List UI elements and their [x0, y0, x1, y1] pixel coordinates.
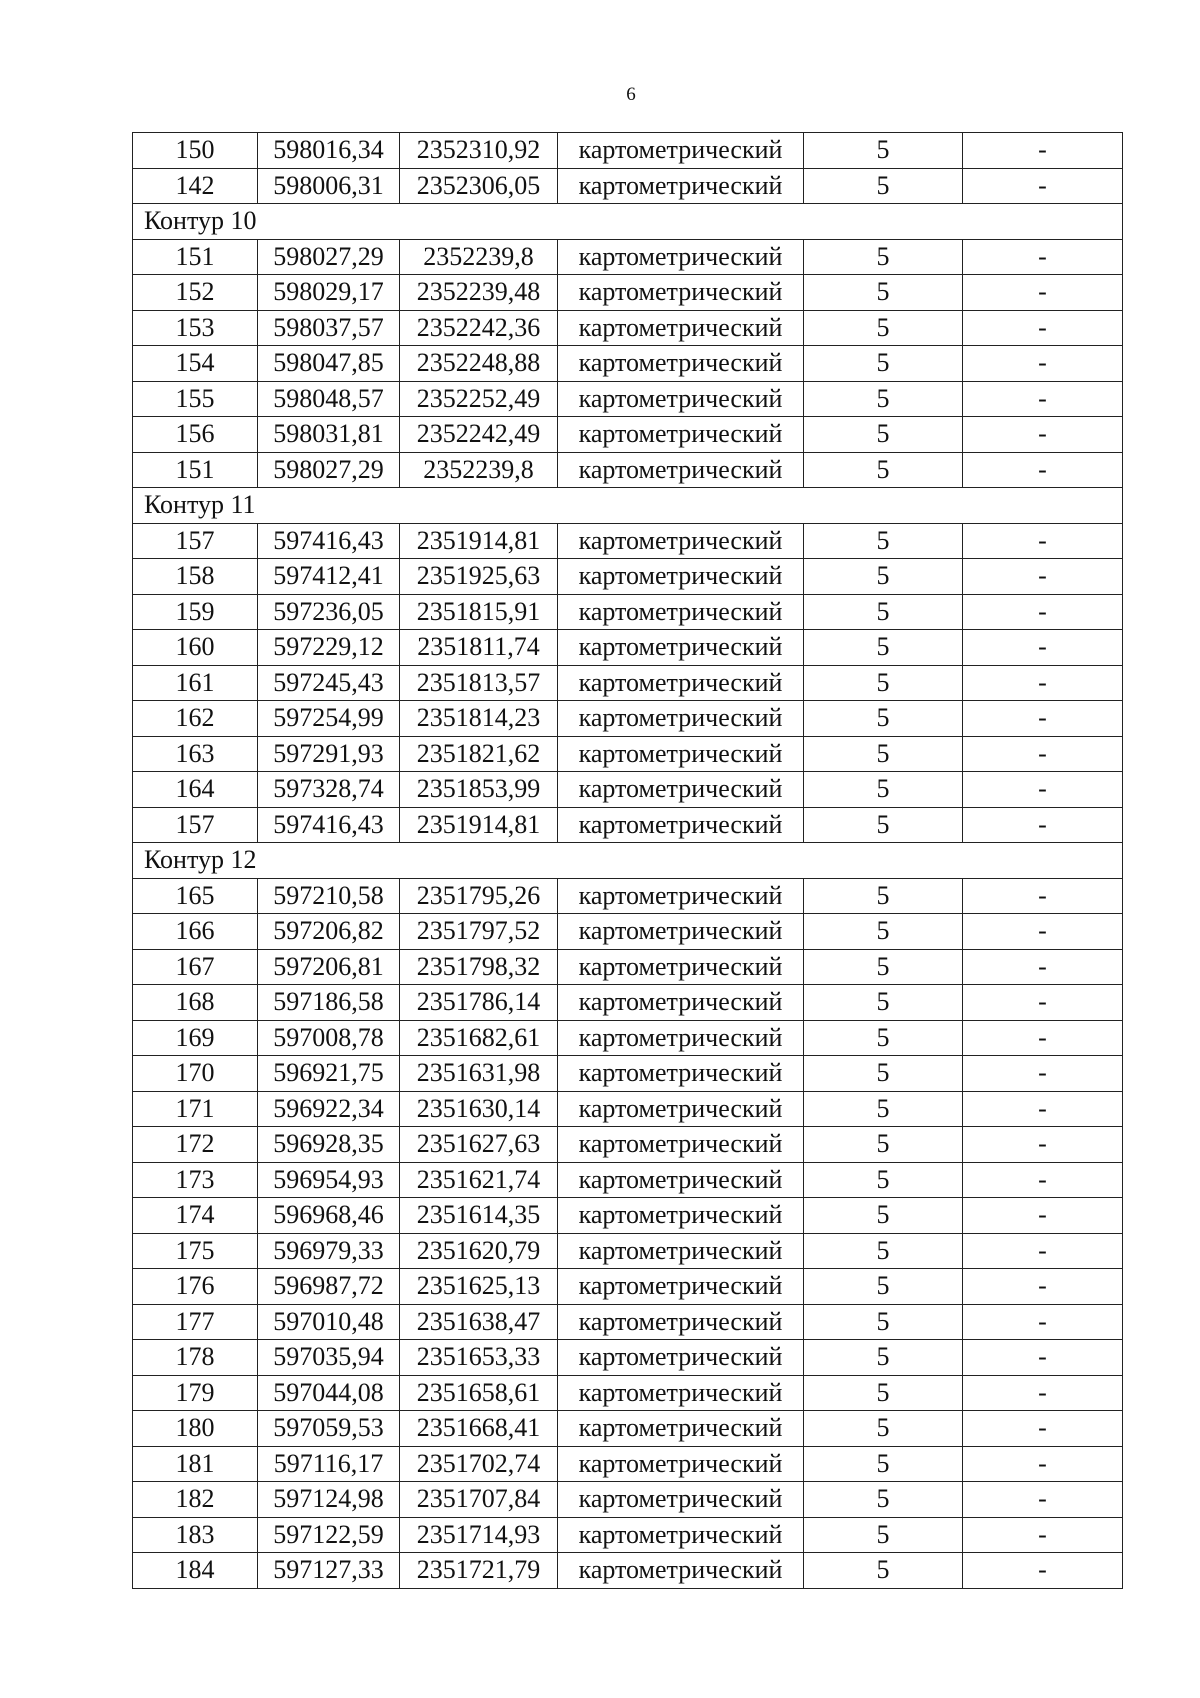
point-number-cell: 152 — [133, 275, 258, 311]
method-cell: картометрический — [558, 949, 804, 985]
accuracy-cell: 5 — [804, 914, 963, 950]
table-row — [133, 1233, 1123, 1269]
point-number-cell: 175 — [133, 1233, 258, 1269]
note-cell: - — [963, 630, 1123, 666]
table-row — [133, 523, 1123, 559]
accuracy-cell: 5 — [804, 1482, 963, 1518]
accuracy-cell: 5 — [804, 772, 963, 808]
note-cell: - — [963, 452, 1123, 488]
accuracy-cell: 5 — [804, 346, 963, 382]
contour-label: Контур 12 — [133, 843, 1123, 879]
note-cell: - — [963, 133, 1123, 169]
point-number-cell: 183 — [133, 1517, 258, 1553]
accuracy-cell: 5 — [804, 807, 963, 843]
y-coordinate-cell: 2351814,23 — [400, 701, 558, 737]
x-coordinate-cell: 597035,94 — [258, 1340, 400, 1376]
table-row — [133, 1411, 1123, 1447]
note-cell: - — [963, 1304, 1123, 1340]
table-row — [133, 985, 1123, 1021]
note-cell: - — [963, 1553, 1123, 1589]
y-coordinate-cell: 2351797,52 — [400, 914, 558, 950]
point-number-cell: 157 — [133, 807, 258, 843]
point-number-cell: 176 — [133, 1269, 258, 1305]
method-cell: картометрический — [558, 452, 804, 488]
accuracy-cell: 5 — [804, 1553, 963, 1589]
table-row — [133, 878, 1123, 914]
note-cell: - — [963, 772, 1123, 808]
accuracy-cell: 5 — [804, 665, 963, 701]
accuracy-cell: 5 — [804, 275, 963, 311]
point-number-cell: 142 — [133, 168, 258, 204]
y-coordinate-cell: 2351620,79 — [400, 1233, 558, 1269]
note-cell: - — [963, 665, 1123, 701]
table-row — [133, 1127, 1123, 1163]
point-number-cell: 161 — [133, 665, 258, 701]
x-coordinate-cell: 596979,33 — [258, 1233, 400, 1269]
method-cell: картометрический — [558, 807, 804, 843]
method-cell: картометрический — [558, 630, 804, 666]
note-cell: - — [963, 239, 1123, 275]
method-cell: картометрический — [558, 133, 804, 169]
point-number-cell: 169 — [133, 1020, 258, 1056]
note-cell: - — [963, 807, 1123, 843]
accuracy-cell: 5 — [804, 878, 963, 914]
table-row — [133, 1056, 1123, 1092]
y-coordinate-cell: 2351625,13 — [400, 1269, 558, 1305]
table-row — [133, 310, 1123, 346]
x-coordinate-cell: 597229,12 — [258, 630, 400, 666]
table-row — [133, 701, 1123, 737]
table-row — [133, 168, 1123, 204]
contour-header-row — [133, 488, 1123, 524]
note-cell: - — [963, 559, 1123, 595]
note-cell: - — [963, 1269, 1123, 1305]
table-row — [133, 1020, 1123, 1056]
point-number-cell: 155 — [133, 381, 258, 417]
coordinates-table-body — [133, 133, 1123, 1589]
method-cell: картометрический — [558, 985, 804, 1021]
y-coordinate-cell: 2351668,41 — [400, 1411, 558, 1447]
y-coordinate-cell: 2351811,74 — [400, 630, 558, 666]
note-cell: - — [963, 985, 1123, 1021]
table-row — [133, 914, 1123, 950]
y-coordinate-cell: 2351853,99 — [400, 772, 558, 808]
accuracy-cell: 5 — [804, 1375, 963, 1411]
table-row — [133, 1269, 1123, 1305]
x-coordinate-cell: 596921,75 — [258, 1056, 400, 1092]
accuracy-cell: 5 — [804, 310, 963, 346]
table-row — [133, 559, 1123, 595]
y-coordinate-cell: 2351786,14 — [400, 985, 558, 1021]
note-cell: - — [963, 1198, 1123, 1234]
method-cell: картометрический — [558, 275, 804, 311]
point-number-cell: 181 — [133, 1446, 258, 1482]
method-cell: картометрический — [558, 1091, 804, 1127]
table-row — [133, 630, 1123, 666]
point-number-cell: 172 — [133, 1127, 258, 1163]
note-cell: - — [963, 310, 1123, 346]
x-coordinate-cell: 597059,53 — [258, 1411, 400, 1447]
accuracy-cell: 5 — [804, 1233, 963, 1269]
note-cell: - — [963, 1340, 1123, 1376]
accuracy-cell: 5 — [804, 1020, 963, 1056]
point-number-cell: 179 — [133, 1375, 258, 1411]
table-row — [133, 1517, 1123, 1553]
y-coordinate-cell: 2352242,49 — [400, 417, 558, 453]
point-number-cell: 162 — [133, 701, 258, 737]
x-coordinate-cell: 596954,93 — [258, 1162, 400, 1198]
accuracy-cell: 5 — [804, 1198, 963, 1234]
accuracy-cell: 5 — [804, 1517, 963, 1553]
accuracy-cell: 5 — [804, 1127, 963, 1163]
accuracy-cell: 5 — [804, 133, 963, 169]
point-number-cell: 153 — [133, 310, 258, 346]
table-row — [133, 452, 1123, 488]
method-cell: картометрический — [558, 559, 804, 595]
x-coordinate-cell: 598029,17 — [258, 275, 400, 311]
table-row — [133, 239, 1123, 275]
x-coordinate-cell: 597116,17 — [258, 1446, 400, 1482]
table-row — [133, 1340, 1123, 1376]
note-cell: - — [963, 914, 1123, 950]
table-row — [133, 949, 1123, 985]
x-coordinate-cell: 598016,34 — [258, 133, 400, 169]
point-number-cell: 168 — [133, 985, 258, 1021]
x-coordinate-cell: 597416,43 — [258, 807, 400, 843]
accuracy-cell: 5 — [804, 949, 963, 985]
accuracy-cell: 5 — [804, 1304, 963, 1340]
note-cell: - — [963, 878, 1123, 914]
x-coordinate-cell: 597328,74 — [258, 772, 400, 808]
method-cell: картометрический — [558, 1375, 804, 1411]
x-coordinate-cell: 597291,93 — [258, 736, 400, 772]
accuracy-cell: 5 — [804, 523, 963, 559]
point-number-cell: 150 — [133, 133, 258, 169]
point-number-cell: 167 — [133, 949, 258, 985]
y-coordinate-cell: 2351914,81 — [400, 807, 558, 843]
note-cell: - — [963, 1162, 1123, 1198]
x-coordinate-cell: 598047,85 — [258, 346, 400, 382]
y-coordinate-cell: 2351653,33 — [400, 1340, 558, 1376]
method-cell: картометрический — [558, 239, 804, 275]
y-coordinate-cell: 2351821,62 — [400, 736, 558, 772]
table-row — [133, 1553, 1123, 1589]
point-number-cell: 171 — [133, 1091, 258, 1127]
y-coordinate-cell: 2351925,63 — [400, 559, 558, 595]
accuracy-cell: 5 — [804, 168, 963, 204]
note-cell: - — [963, 275, 1123, 311]
method-cell: картометрический — [558, 1517, 804, 1553]
note-cell: - — [963, 168, 1123, 204]
table-row — [133, 417, 1123, 453]
y-coordinate-cell: 2352306,05 — [400, 168, 558, 204]
note-cell: - — [963, 1020, 1123, 1056]
accuracy-cell: 5 — [804, 1162, 963, 1198]
point-number-cell: 157 — [133, 523, 258, 559]
accuracy-cell: 5 — [804, 594, 963, 630]
x-coordinate-cell: 596968,46 — [258, 1198, 400, 1234]
method-cell: картометрический — [558, 1020, 804, 1056]
method-cell: картометрический — [558, 1304, 804, 1340]
y-coordinate-cell: 2352239,8 — [400, 239, 558, 275]
x-coordinate-cell: 597127,33 — [258, 1553, 400, 1589]
accuracy-cell: 5 — [804, 1340, 963, 1376]
method-cell: картометрический — [558, 665, 804, 701]
y-coordinate-cell: 2351714,93 — [400, 1517, 558, 1553]
method-cell: картометрический — [558, 1482, 804, 1518]
point-number-cell: 182 — [133, 1482, 258, 1518]
table-row — [133, 1304, 1123, 1340]
note-cell: - — [963, 1517, 1123, 1553]
accuracy-cell: 5 — [804, 1446, 963, 1482]
x-coordinate-cell: 597010,48 — [258, 1304, 400, 1340]
point-number-cell: 164 — [133, 772, 258, 808]
table-row — [133, 772, 1123, 808]
x-coordinate-cell: 597124,98 — [258, 1482, 400, 1518]
y-coordinate-cell: 2351795,26 — [400, 878, 558, 914]
method-cell: картометрический — [558, 701, 804, 737]
y-coordinate-cell: 2351658,61 — [400, 1375, 558, 1411]
method-cell: картометрический — [558, 772, 804, 808]
page-number: 6 — [626, 84, 636, 105]
point-number-cell: 158 — [133, 559, 258, 595]
method-cell: картометрический — [558, 381, 804, 417]
method-cell: картометрический — [558, 878, 804, 914]
note-cell: - — [963, 701, 1123, 737]
x-coordinate-cell: 597254,99 — [258, 701, 400, 737]
y-coordinate-cell: 2351702,74 — [400, 1446, 558, 1482]
method-cell: картометрический — [558, 736, 804, 772]
point-number-cell: 166 — [133, 914, 258, 950]
contour-header-row — [133, 843, 1123, 879]
x-coordinate-cell: 597206,82 — [258, 914, 400, 950]
x-coordinate-cell: 598027,29 — [258, 452, 400, 488]
point-number-cell: 159 — [133, 594, 258, 630]
method-cell: картометрический — [558, 310, 804, 346]
y-coordinate-cell: 2351682,61 — [400, 1020, 558, 1056]
method-cell: картометрический — [558, 1340, 804, 1376]
table-row — [133, 1482, 1123, 1518]
x-coordinate-cell: 597416,43 — [258, 523, 400, 559]
x-coordinate-cell: 597122,59 — [258, 1517, 400, 1553]
y-coordinate-cell: 2351721,79 — [400, 1553, 558, 1589]
table-row — [133, 275, 1123, 311]
note-cell: - — [963, 381, 1123, 417]
note-cell: - — [963, 523, 1123, 559]
point-number-cell: 180 — [133, 1411, 258, 1447]
y-coordinate-cell: 2351707,84 — [400, 1482, 558, 1518]
table-row — [133, 381, 1123, 417]
x-coordinate-cell: 597008,78 — [258, 1020, 400, 1056]
table-row — [133, 133, 1123, 169]
note-cell: - — [963, 1411, 1123, 1447]
note-cell: - — [963, 1233, 1123, 1269]
note-cell: - — [963, 1446, 1123, 1482]
x-coordinate-cell: 597206,81 — [258, 949, 400, 985]
y-coordinate-cell: 2352242,36 — [400, 310, 558, 346]
table-row — [133, 1091, 1123, 1127]
accuracy-cell: 5 — [804, 701, 963, 737]
x-coordinate-cell: 598027,29 — [258, 239, 400, 275]
table-row — [133, 736, 1123, 772]
accuracy-cell: 5 — [804, 239, 963, 275]
method-cell: картометрический — [558, 1446, 804, 1482]
table-row — [133, 1375, 1123, 1411]
table-row — [133, 665, 1123, 701]
accuracy-cell: 5 — [804, 559, 963, 595]
accuracy-cell: 5 — [804, 736, 963, 772]
point-number-cell: 151 — [133, 239, 258, 275]
x-coordinate-cell: 598037,57 — [258, 310, 400, 346]
note-cell: - — [963, 346, 1123, 382]
note-cell: - — [963, 417, 1123, 453]
point-number-cell: 174 — [133, 1198, 258, 1234]
y-coordinate-cell: 2352239,48 — [400, 275, 558, 311]
x-coordinate-cell: 596922,34 — [258, 1091, 400, 1127]
y-coordinate-cell: 2351630,14 — [400, 1091, 558, 1127]
y-coordinate-cell: 2352248,88 — [400, 346, 558, 382]
note-cell: - — [963, 949, 1123, 985]
y-coordinate-cell: 2351627,63 — [400, 1127, 558, 1163]
note-cell: - — [963, 1056, 1123, 1092]
x-coordinate-cell: 597412,41 — [258, 559, 400, 595]
point-number-cell: 160 — [133, 630, 258, 666]
x-coordinate-cell: 596987,72 — [258, 1269, 400, 1305]
method-cell: картометрический — [558, 346, 804, 382]
point-number-cell: 163 — [133, 736, 258, 772]
contour-label: Контур 10 — [133, 204, 1123, 240]
y-coordinate-cell: 2352252,49 — [400, 381, 558, 417]
method-cell: картометрический — [558, 523, 804, 559]
method-cell: картометрический — [558, 1233, 804, 1269]
x-coordinate-cell: 598031,81 — [258, 417, 400, 453]
table-row — [133, 594, 1123, 630]
x-coordinate-cell: 597236,05 — [258, 594, 400, 630]
method-cell: картометрический — [558, 417, 804, 453]
y-coordinate-cell: 2351813,57 — [400, 665, 558, 701]
note-cell: - — [963, 594, 1123, 630]
note-cell: - — [963, 736, 1123, 772]
x-coordinate-cell: 598048,57 — [258, 381, 400, 417]
x-coordinate-cell: 597245,43 — [258, 665, 400, 701]
x-coordinate-cell: 596928,35 — [258, 1127, 400, 1163]
y-coordinate-cell: 2352239,8 — [400, 452, 558, 488]
x-coordinate-cell: 597210,58 — [258, 878, 400, 914]
method-cell: картометрический — [558, 1553, 804, 1589]
accuracy-cell: 5 — [804, 452, 963, 488]
contour-header-row — [133, 204, 1123, 240]
point-number-cell: 154 — [133, 346, 258, 382]
note-cell: - — [963, 1375, 1123, 1411]
y-coordinate-cell: 2351621,74 — [400, 1162, 558, 1198]
y-coordinate-cell: 2351631,98 — [400, 1056, 558, 1092]
point-number-cell: 177 — [133, 1304, 258, 1340]
accuracy-cell: 5 — [804, 1091, 963, 1127]
accuracy-cell: 5 — [804, 1269, 963, 1305]
y-coordinate-cell: 2351638,47 — [400, 1304, 558, 1340]
point-number-cell: 173 — [133, 1162, 258, 1198]
y-coordinate-cell: 2352310,92 — [400, 133, 558, 169]
table-row — [133, 1162, 1123, 1198]
method-cell: картометрический — [558, 1056, 804, 1092]
y-coordinate-cell: 2351614,35 — [400, 1198, 558, 1234]
accuracy-cell: 5 — [804, 1056, 963, 1092]
note-cell: - — [963, 1091, 1123, 1127]
y-coordinate-cell: 2351815,91 — [400, 594, 558, 630]
point-number-cell: 170 — [133, 1056, 258, 1092]
method-cell: картометрический — [558, 168, 804, 204]
point-number-cell: 184 — [133, 1553, 258, 1589]
table-row — [133, 346, 1123, 382]
point-number-cell: 178 — [133, 1340, 258, 1376]
x-coordinate-cell: 598006,31 — [258, 168, 400, 204]
y-coordinate-cell: 2351798,32 — [400, 949, 558, 985]
y-coordinate-cell: 2351914,81 — [400, 523, 558, 559]
coordinates-table — [132, 132, 1123, 1589]
method-cell: картометрический — [558, 1411, 804, 1447]
method-cell: картометрический — [558, 1198, 804, 1234]
method-cell: картометрический — [558, 1162, 804, 1198]
table-row — [133, 1446, 1123, 1482]
accuracy-cell: 5 — [804, 1411, 963, 1447]
x-coordinate-cell: 597044,08 — [258, 1375, 400, 1411]
accuracy-cell: 5 — [804, 381, 963, 417]
method-cell: картометрический — [558, 1269, 804, 1305]
accuracy-cell: 5 — [804, 630, 963, 666]
contour-label: Контур 11 — [133, 488, 1123, 524]
table-row — [133, 1198, 1123, 1234]
x-coordinate-cell: 597186,58 — [258, 985, 400, 1021]
accuracy-cell: 5 — [804, 417, 963, 453]
point-number-cell: 165 — [133, 878, 258, 914]
table-row — [133, 807, 1123, 843]
point-number-cell: 151 — [133, 452, 258, 488]
method-cell: картометрический — [558, 914, 804, 950]
note-cell: - — [963, 1127, 1123, 1163]
note-cell: - — [963, 1482, 1123, 1518]
point-number-cell: 156 — [133, 417, 258, 453]
method-cell: картометрический — [558, 1127, 804, 1163]
accuracy-cell: 5 — [804, 985, 963, 1021]
method-cell: картометрический — [558, 594, 804, 630]
